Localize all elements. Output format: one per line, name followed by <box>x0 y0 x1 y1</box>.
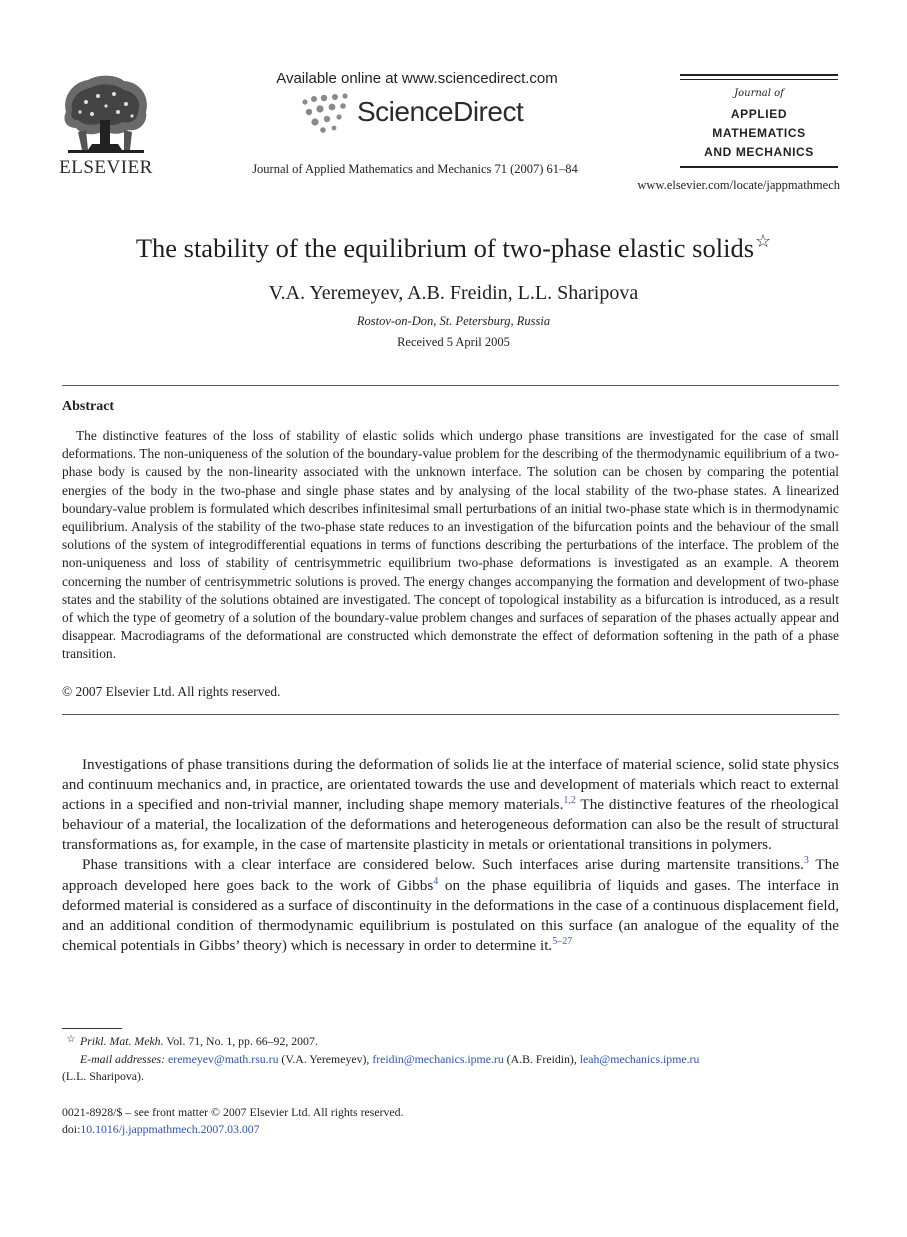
journal-logo-rule-top <box>680 74 838 76</box>
footnote-star-icon: ☆ <box>66 1034 76 1045</box>
footnote-rule <box>62 1028 122 1029</box>
footnote-source-details: Vol. 71, No. 1, pp. 66–92, 2007. <box>163 1034 318 1048</box>
footnote-source-journal: Prikl. Mat. Mekh. <box>80 1034 164 1048</box>
received-date: Received 5 April 2005 <box>397 335 510 349</box>
journal-logo-rule-top-thin <box>680 79 838 80</box>
journal-logo <box>680 74 840 170</box>
sciencedirect-wordmark: ScienceDirect <box>357 96 524 127</box>
article-title-text: The stability of the equilibrium of two-phase elastic solids <box>135 233 755 263</box>
article-body <box>62 755 839 956</box>
abstract-body <box>62 427 839 664</box>
doi-line <box>62 1122 260 1137</box>
body-p2-text-a: Phase transitions with a clear interface are considered below. Such interfaces arise during martensite transitions. <box>82 856 804 874</box>
journal-logo-rule-bottom <box>680 166 838 168</box>
email-link-freidin[interactable]: freidin@mechanics.ipme.ru <box>372 1052 504 1066</box>
body-p2-text-b: The approach developed here goes back to the work of Gibbs <box>62 856 839 894</box>
doi-link[interactable]: 10.1016/j.jappmathmech.2007.03.007 <box>80 1122 260 1136</box>
footnote-email-name-sharipova: (L.L. Sharipova). <box>62 1069 144 1083</box>
article-title <box>0 231 907 264</box>
citation-link[interactable]: 3 <box>803 855 809 867</box>
publisher-name: ELSEVIER <box>59 157 153 178</box>
issn-line: 0021-8928/$ – see front matter © 2007 Elsevier Ltd. All rights reserved. <box>62 1105 404 1119</box>
citation-link[interactable]: 5–27 <box>552 935 573 947</box>
article-authors: V.A. Yeremeyev, A.B. Freidin, L.L. Sharipova <box>268 282 639 304</box>
email-name-yeremeyev: (V.A. Yeremeyev), <box>278 1052 373 1066</box>
doi-label: doi: <box>62 1122 81 1136</box>
journal-logo-line1: APPLIED <box>730 107 788 121</box>
available-online: Available online at www.sciencedirect.com <box>276 70 558 87</box>
journal-logo-journal-of: Journal of <box>734 88 784 99</box>
body-paragraph-2 <box>62 855 839 955</box>
email-link-yeremeyev[interactable]: eremeyev@math.rsu.ru <box>168 1052 279 1066</box>
journal-url[interactable]: www.elsevier.com/locate/jappmathmech <box>637 178 840 192</box>
divider-bottom <box>62 714 839 715</box>
abstract-heading: Abstract <box>62 399 115 414</box>
article-affiliation: Rostov-on-Don, St. Petersburg, Russia <box>356 314 551 328</box>
footnote-source <box>62 1034 318 1049</box>
body-p1-text-a: Investigations of phase transitions during the deformation of solids lie at the interface of material science, solid state physics and continuum mechanics and, in practice, are orientated towards the use and development of materials which react to external actions in a specified and non-trivial manner, including shape memory materials. <box>62 756 839 814</box>
body-paragraph-1 <box>62 755 839 855</box>
footnote-emails <box>80 1052 699 1067</box>
abstract-copyright: © 2007 Elsevier Ltd. All rights reserved. <box>62 684 281 699</box>
journal-reference: Journal of Applied Mathematics and Mechanics 71 (2007) 61–84 <box>252 162 578 176</box>
body-p1-text-b: The distinctive features of the rheological behaviour of a material, the localization of the deformations and heterogeneous deformation can also be the result of structural transformations as, for example, in the case of martensite plasticity in metals or orientational transitions in polymers. <box>62 796 839 854</box>
email-link-sharipova[interactable]: leah@mechanics.ipme.ru <box>579 1052 700 1066</box>
divider-top <box>62 385 839 386</box>
journal-logo-line3: AND MECHANICS <box>704 145 814 159</box>
citation-link[interactable]: 1,2 <box>563 795 576 807</box>
journal-logo-line2: MATHEMATICS <box>712 126 806 140</box>
abstract-text: The distinctive features of the loss of stability of elastic solids which undergo phase transitions are investigated for the case of small deformations. The non-uniqueness of the solution of the boundary-value problem for the describing of the thermodynamic equilibrium of a two-phase body is caused by the non-linearity associated with the unknown interface. The solution can be chosen by comparing the potential energies of the body in the two-phase and single phase states and by analysing of the local stability of the two-phase states. A linearized boundary-value problem is formulated which describes infinitesimal small perturbations of an initial two-phase state which is in thermodynamic equilibrium. Analysis of the stability of the two-phase state reduces to an investigation of the bifurcation points and the behaviour of the small solutions of the system of integrodifferential equations in terms of functions describing the perturbations of the interface. The problem of the non-uniqueness and loss of stability of centrisymmetric equilibrium two-phase deformations is investigated as an example. A theorem concerning the number of centrisymmetric solutions is proved. The energy changes accompanying the formation and development of two-phase states and the stability of the solutions obtained are investigated. The concept of topological instability as a bifurcation is introduced, as a result of which the type of geometry of a solution of the boundary-value problem changes and surfaces of separation of the phases actually appear and disappear. Macrodiagrams of the deformational are constructed which demonstrate the effect of deformation softening in the path of a phase transition. <box>62 428 839 662</box>
title-footnote-star-icon[interactable]: ☆ <box>755 231 772 251</box>
email-name-freidin: (A.B. Freidin), <box>503 1052 580 1066</box>
sciencedirect-logo <box>297 92 567 136</box>
citation-link[interactable]: 4 <box>433 875 439 887</box>
sciencedirect-dots-icon <box>297 92 357 136</box>
email-label: E-mail addresses: <box>80 1052 166 1066</box>
body-p2-text-c: on the phase equilibria of liquids and gases. The interface in deformed material is considered as a surface of discontinuity in the deformations in the case of a continuous displacement field, and an additional condition of thermodynamic equilibrium is postulated on this surface (an analogue of the equality of the chemical potentials in Gibbs’ theory) which is necessary in order to determine it. <box>62 876 840 954</box>
